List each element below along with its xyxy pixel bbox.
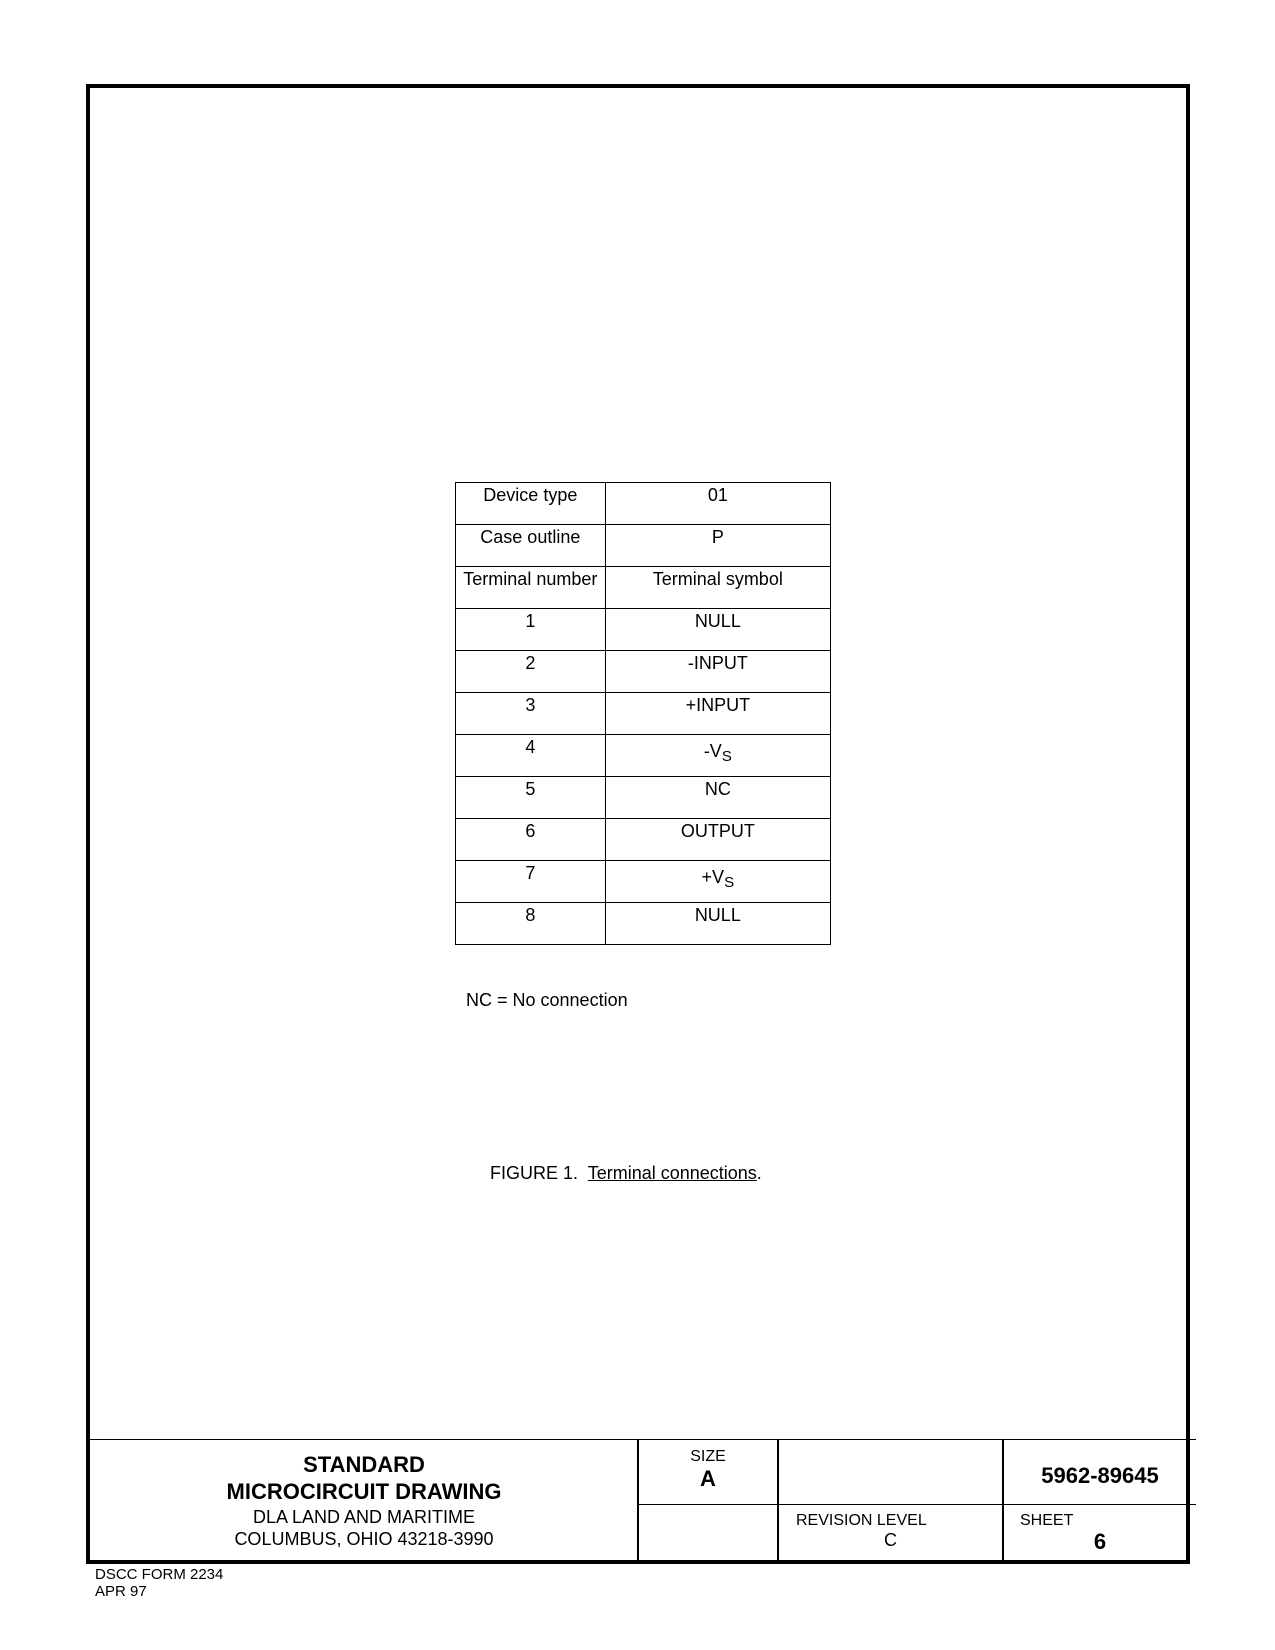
table-row [456,525,831,567]
table-row [456,861,831,903]
figure-caption [490,1163,762,1184]
table-row [456,693,831,735]
title-block-top-rule [90,1439,1196,1440]
terminal-symbol: NULL [605,903,830,945]
terminal-symbol [605,735,830,777]
standard-label: STANDARD [303,1452,425,1477]
case-outline-value: P [605,525,830,567]
terminal-number: 8 [456,903,606,945]
document-number: 5962-89645 [1041,1463,1159,1488]
form-date: APR 97 [95,1583,147,1600]
symbol-subscript: S [724,874,735,891]
revision-level-label: REVISION LEVEL [796,1512,927,1529]
terminal-connections-table [455,482,831,945]
terminal-number: 1 [456,609,606,651]
symbol-subscript: S [721,748,732,765]
revision-level-value: C [884,1530,897,1550]
terminal-symbol-header: Terminal symbol [605,567,830,609]
device-type-value: 01 [605,483,830,525]
agency-address: COLUMBUS, OHIO 43218-3990 [234,1529,494,1549]
table-row [456,819,831,861]
form-identifier [95,1566,223,1600]
table-row [456,777,831,819]
sheet-number: 6 [1093,1529,1107,1554]
microcircuit-drawing-label: MICROCIRCUIT DRAWING [226,1479,502,1504]
terminal-symbol: OUTPUT [605,819,830,861]
size-label: SIZE [690,1448,726,1465]
agency-name: DLA LAND AND MARITIME [252,1507,476,1527]
table-row [456,735,831,777]
terminal-symbol [605,861,830,903]
table-row [456,567,831,609]
terminal-number: 6 [456,819,606,861]
figure-title: Terminal connections [587,1163,757,1183]
table-row [456,651,831,693]
symbol-prefix: -V [703,741,722,761]
device-type-label: Device type [456,483,606,525]
form-number: DSCC FORM 2234 [95,1566,224,1583]
sheet-label: SHEET [1020,1512,1074,1529]
terminal-number: 5 [456,777,606,819]
table-row [456,483,831,525]
title-block-middle-rule [638,1504,1196,1505]
title-block [90,1439,1196,1560]
case-outline-label: Case outline [456,525,606,567]
nc-note: NC = No connection [466,990,628,1010]
terminal-symbol: NC [605,777,830,819]
figure-period: . [756,1163,762,1183]
table-row [456,609,831,651]
size-value: A [700,1466,716,1491]
terminal-number: 3 [456,693,606,735]
terminal-symbol: NULL [605,609,830,651]
figure-number: FIGURE 1. [490,1163,579,1183]
terminal-symbol: -INPUT [605,651,830,693]
terminal-number: 7 [456,861,606,903]
table-row [456,903,831,945]
terminal-number-header: Terminal number [456,567,606,609]
terminal-symbol: +INPUT [605,693,830,735]
terminal-number: 2 [456,651,606,693]
terminal-number: 4 [456,735,606,777]
symbol-prefix: +V [701,867,725,887]
